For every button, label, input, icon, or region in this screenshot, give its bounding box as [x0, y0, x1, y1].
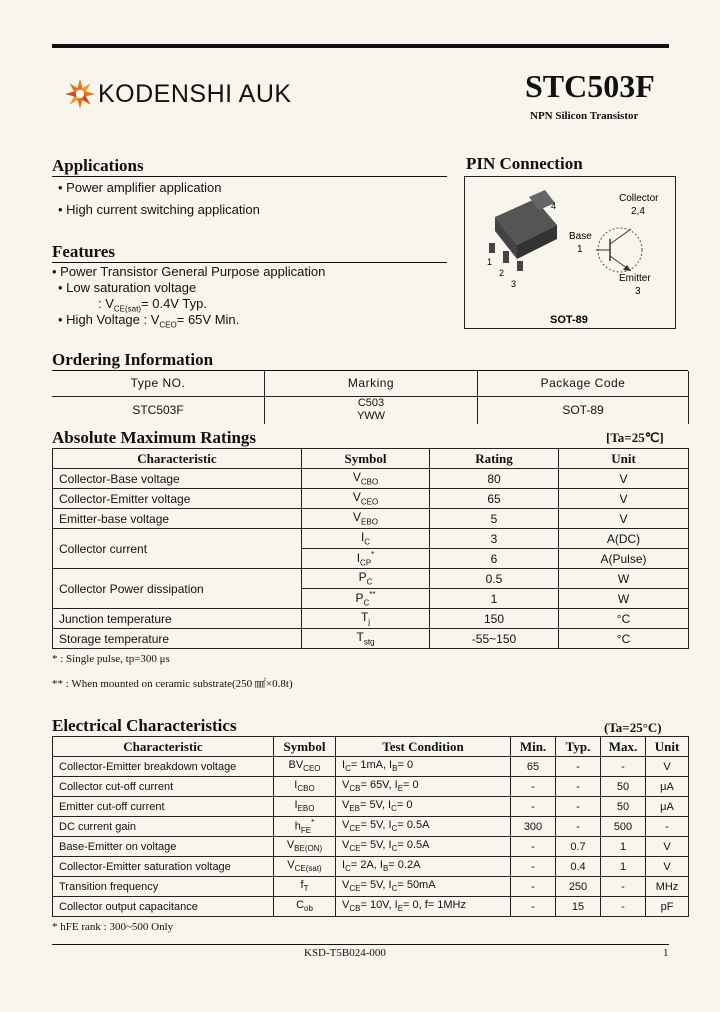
ec-row	[53, 817, 689, 837]
amr-rating: 65	[430, 489, 559, 509]
ec-heading: Electrical Characteristics	[52, 716, 237, 735]
ec-typ: 0.7	[556, 837, 601, 857]
ec-symbol: $I_{CBO}$	[274, 777, 336, 797]
ec-typ: -	[556, 757, 601, 777]
amr-unit: V	[559, 489, 689, 509]
pin2-label: 2	[499, 268, 505, 278]
amr-symbol: $P_C$	[302, 569, 430, 589]
ec-unit: μA	[646, 777, 689, 797]
ec-test-condition: $V_{CB}= 65V$, $I_E= 0$	[336, 777, 511, 797]
ec-symbol: $V_{CE(sat)}$	[274, 857, 336, 877]
ec-characteristic: Collector-Emitter saturation voltage	[53, 857, 274, 877]
footer-rule	[52, 944, 669, 945]
ec-typ: -	[556, 817, 601, 837]
amr-unit: A(Pulse)	[559, 549, 689, 569]
ec-max: 50	[601, 797, 646, 817]
ec-characteristic: Emitter cut-off current	[53, 797, 274, 817]
ec-characteristic: Collector output capacitance	[53, 897, 274, 917]
ec-row	[53, 797, 689, 817]
amr-rating: 6	[430, 549, 559, 569]
pin1-label: 1	[487, 257, 493, 267]
ec-header: Typ.	[556, 737, 601, 757]
features-heading: Features	[52, 242, 115, 261]
ec-unit: V	[646, 837, 689, 857]
ec-row	[53, 757, 689, 777]
amr-header: Unit	[559, 449, 689, 469]
ec-test-condition: $V_{CE}= 5V$, $I_C= 0.5A$	[336, 837, 511, 857]
ec-test-condition: $I_C= 1mA$, $I_B= 0$	[336, 757, 511, 777]
ec-max: 1	[601, 837, 646, 857]
ec-unit: -	[646, 817, 689, 837]
emitter-pin-number: 3	[635, 286, 641, 297]
ec-test-condition: $V_{CE}= 5V$, $I_C= 50mA$	[336, 877, 511, 897]
amr-row	[53, 529, 689, 549]
amr-rating: 1	[430, 589, 559, 609]
amr-unit: W	[559, 589, 689, 609]
feature-line: • Power Transistor General Purpose application	[52, 264, 326, 279]
amr-characteristic: Collector Power dissipation	[53, 569, 302, 609]
part-subtitle: NPN Silicon Transistor	[530, 110, 639, 122]
ec-header: Min.	[511, 737, 556, 757]
ec-unit: MHz	[646, 877, 689, 897]
company-name: KODENSHI AUK	[98, 80, 292, 108]
ec-unit: μA	[646, 797, 689, 817]
ec-row	[53, 837, 689, 857]
pin4-label: 4	[551, 201, 557, 211]
amr-symbol: $I_C$	[302, 529, 430, 549]
base-pin-number: 1	[577, 244, 583, 255]
amr-table	[52, 448, 689, 649]
emitter-label: Emitter	[619, 273, 651, 284]
ec-min: -	[511, 897, 556, 917]
amr-unit: W	[559, 569, 689, 589]
ec-max: 500	[601, 817, 646, 837]
ec-unit: pF	[646, 897, 689, 917]
ec-characteristic: Collector cut-off current	[53, 777, 274, 797]
amr-symbol: $I_{CP}^*$	[302, 549, 430, 569]
amr-note: ** : When mounted on ceramic substrate(250 ㎟×0.8t)	[52, 678, 293, 690]
amr-characteristic: Junction temperature	[53, 609, 302, 629]
package-label: SOT-89	[550, 314, 588, 326]
ec-unit: V	[646, 757, 689, 777]
ec-header: Symbol	[274, 737, 336, 757]
amr-heading: Absolute Maximum Ratings	[52, 428, 257, 447]
ec-row	[53, 777, 689, 797]
amr-symbol: $V_{CBO}$	[302, 469, 430, 489]
ec-test-condition: $V_{CE}= 5V$, $I_C= 0.5A$	[336, 817, 511, 837]
amr-rating: 0.5	[430, 569, 559, 589]
ordering-header: Package Code	[478, 371, 689, 396]
amr-note: * : Single pulse, tp=300 μs	[52, 653, 170, 665]
features-rule	[52, 262, 447, 263]
ec-symbol: $BV_{CEO}$	[274, 757, 336, 777]
ec-row	[53, 877, 689, 897]
amr-unit: V	[559, 509, 689, 529]
amr-rating: -55~150	[430, 629, 559, 649]
feature-vceo: • High Voltage : $V_{CEO}= 65V$ Min.	[58, 312, 240, 330]
amr-characteristic: Collector-Emitter voltage	[53, 489, 302, 509]
ec-max: -	[601, 757, 646, 777]
ec-min: -	[511, 777, 556, 797]
amr-unit: °C	[559, 629, 689, 649]
ordering-heading: Ordering Information	[52, 350, 214, 369]
ec-min: 65	[511, 757, 556, 777]
ec-characteristic: Base-Emitter on voltage	[53, 837, 274, 857]
ec-header: Unit	[646, 737, 689, 757]
ec-min: -	[511, 837, 556, 857]
page-number: 1	[663, 947, 669, 959]
ec-symbol: $V_{BE(ON)}$	[274, 837, 336, 857]
ec-typ: -	[556, 797, 601, 817]
ec-test-condition: $V_{CB}= 10V$, $I_E= 0$, f= 1MHz	[336, 897, 511, 917]
application-item: • High current switching application	[58, 202, 260, 217]
part-number: STC503F	[525, 68, 655, 104]
amr-characteristic: Storage temperature	[53, 629, 302, 649]
ec-max: 50	[601, 777, 646, 797]
collector-pin-number: 2,4	[631, 206, 645, 217]
applications-rule	[52, 176, 447, 177]
amr-symbol: $V_{EBO}$	[302, 509, 430, 529]
applications-heading: Applications	[52, 156, 144, 175]
feature-vcesat: : $V_{CE(sat)}= 0.4V$ Typ.	[98, 296, 207, 314]
pin-heading: PIN Connection	[466, 154, 583, 173]
ec-min: -	[511, 877, 556, 897]
amr-symbol: $T_{stg}$	[302, 629, 430, 649]
ec-characteristic: Transition frequency	[53, 877, 274, 897]
amr-header: Characteristic	[53, 449, 302, 469]
collector-label: Collector	[619, 193, 659, 204]
amr-rating: 150	[430, 609, 559, 629]
amr-row	[53, 609, 689, 629]
amr-characteristic: Collector current	[53, 529, 302, 569]
amr-header: Symbol	[302, 449, 430, 469]
ec-condition: (Ta=25°C)	[604, 720, 662, 735]
amr-characteristic: Emitter-base voltage	[53, 509, 302, 529]
ec-header: Characteristic	[53, 737, 274, 757]
ec-max: 1	[601, 857, 646, 877]
ec-table	[52, 736, 689, 917]
ec-characteristic: Collector-Emitter breakdown voltage	[53, 757, 274, 777]
ec-note: * hFE rank : 300~500 Only	[52, 921, 174, 933]
ec-header: Max.	[601, 737, 646, 757]
pin3-label: 3	[511, 279, 517, 289]
amr-row	[53, 469, 689, 489]
ec-max: -	[601, 897, 646, 917]
sot89-package-diagram	[465, 177, 675, 328]
amr-row	[53, 509, 689, 529]
kodenshi-logo-icon	[64, 78, 96, 110]
ec-test-condition: $I_C= 2A$, $I_B= 0.2A$	[336, 857, 511, 877]
amr-row	[53, 489, 689, 509]
amr-condition: [Ta=25℃]	[606, 430, 664, 445]
ec-row	[53, 897, 689, 917]
ec-symbol: $C_{ob}$	[274, 897, 336, 917]
amr-rating: 80	[430, 469, 559, 489]
ec-unit: V	[646, 857, 689, 877]
amr-unit: °C	[559, 609, 689, 629]
amr-characteristic: Collector-Base voltage	[53, 469, 302, 489]
ec-min: -	[511, 857, 556, 877]
ec-typ: 0.4	[556, 857, 601, 877]
ec-symbol: $h_{FE}^*$	[274, 817, 336, 837]
ec-test-condition: $V_{EB}= 5V$, $I_C= 0$	[336, 797, 511, 817]
ec-min: -	[511, 797, 556, 817]
amr-rating: 3	[430, 529, 559, 549]
amr-row	[53, 629, 689, 649]
amr-symbol: $P_C^{**}$	[302, 589, 430, 609]
feature-line: • Low saturation voltage	[58, 280, 197, 295]
amr-row	[53, 569, 689, 589]
ordering-header: Marking	[265, 371, 478, 396]
ordering-header: Type NO.	[52, 371, 265, 396]
ec-characteristic: DC current gain	[53, 817, 274, 837]
ec-typ: -	[556, 777, 601, 797]
amr-rating: 5	[430, 509, 559, 529]
application-item: • Power amplifier application	[58, 180, 222, 195]
document-number: KSD-T5B024-000	[304, 947, 386, 959]
amr-symbol: $V_{CEO}$	[302, 489, 430, 509]
top-rule	[52, 44, 669, 48]
ordering-package: SOT-89	[478, 396, 689, 424]
ec-symbol: $f_T$	[274, 877, 336, 897]
ec-min: 300	[511, 817, 556, 837]
amr-symbol: $T_j$	[302, 609, 430, 629]
ec-header: Test Condition	[336, 737, 511, 757]
pin-diagram-box	[464, 176, 676, 329]
base-label: Base	[569, 231, 592, 242]
ordering-type: STC503F	[52, 396, 265, 424]
ec-symbol: $I_{EBO}$	[274, 797, 336, 817]
ec-typ: 15	[556, 897, 601, 917]
ec-typ: 250	[556, 877, 601, 897]
ec-max: -	[601, 877, 646, 897]
amr-header: Rating	[430, 449, 559, 469]
ordering-marking: C503 YWW	[265, 396, 478, 424]
amr-unit: A(DC)	[559, 529, 689, 549]
ec-row	[53, 857, 689, 877]
amr-unit: V	[559, 469, 689, 489]
ordering-table	[52, 371, 689, 424]
